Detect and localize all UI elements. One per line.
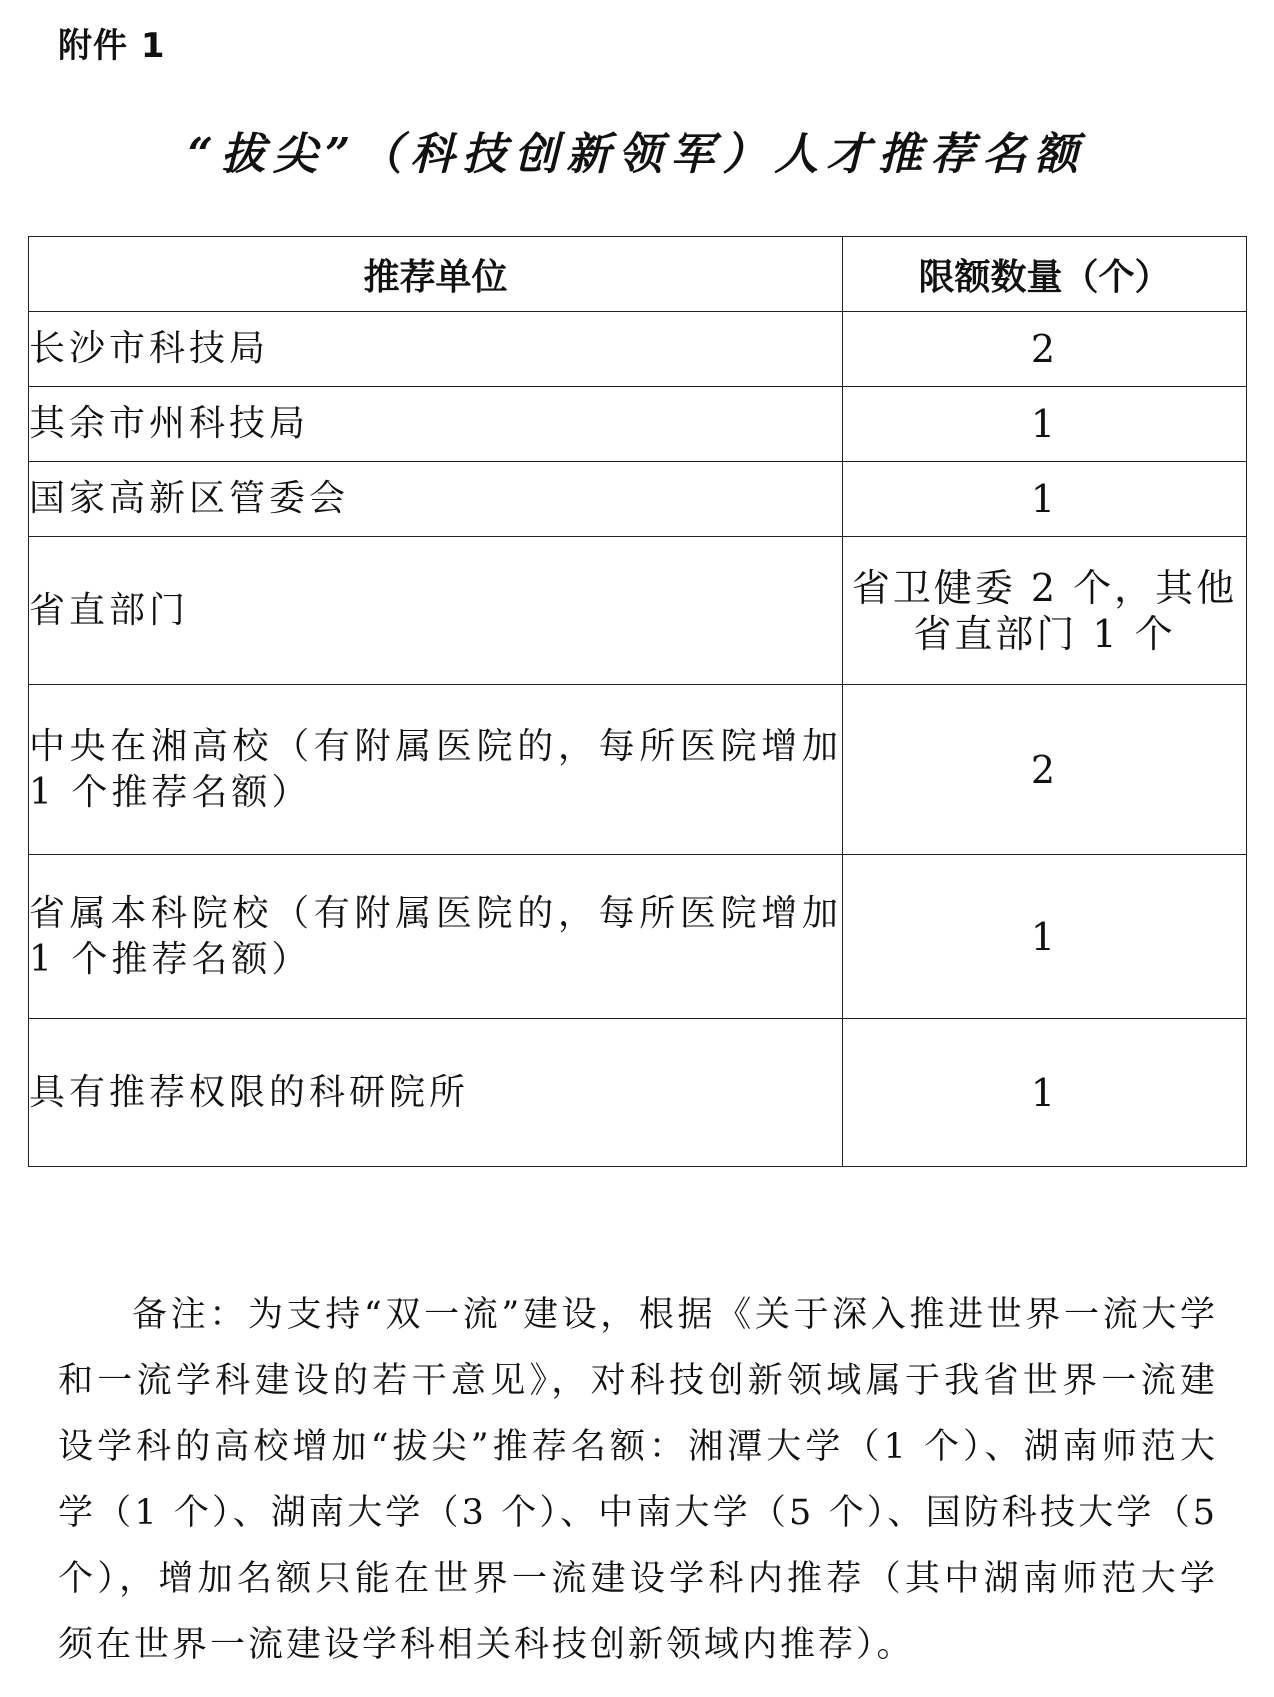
row-unit: 其余市州科技局 [29,387,843,462]
table-row [29,855,1247,1019]
row-quota: 2 [843,312,1247,387]
row-quota: 1 [843,855,1247,1019]
row-quota: 1 [843,387,1247,462]
attachment-label: 附件 1 [58,26,166,66]
row-unit: 具有推荐权限的科研院所 [29,1019,843,1167]
table-row [29,387,1247,462]
row-quota: 1 [843,1019,1247,1167]
row-unit: 省直部门 [29,537,843,685]
header-quota: 限额数量（个） [843,237,1247,312]
row-quota: 2 [843,685,1247,855]
row-unit: 长沙市科技局 [29,312,843,387]
document-title: “拔尖”（科技创新领军）人才推荐名额 [187,129,1087,180]
row-unit: 省属本科院校（有附属医院的，每所医院增加 1 个推荐名额） [29,855,843,1019]
row-quota: 1 [843,462,1247,537]
table-header-row [29,237,1247,312]
table-row [29,462,1247,537]
row-quota: 省卫健委 2 个，其他省直部门 1 个 [843,537,1247,685]
row-unit: 国家高新区管委会 [29,462,843,537]
table-row [29,685,1247,855]
header-unit: 推荐单位 [29,237,843,312]
row-unit: 中央在湘高校（有附属医院的，每所医院增加 1 个推荐名额） [29,685,843,855]
table-row [29,1019,1247,1167]
quota-table [28,236,1247,1167]
table-row [29,312,1247,387]
table-row [29,537,1247,685]
remark-note: 备注：为支持“双一流”建设，根据《关于深入推进世界一流大学和一流学科建设的若干意见》，对科技创新领域属于我省世界一流建设学科的高校增加“拔尖”推荐名额：湘潭大学（1 个）、湖南师范大学（1 个）、湖南大学（3 个）、中南大学（5 个）、国防科技大学（5 个），增加名额只能在世界一流建设学科内推荐（其中湖南师范大学须在世界一流建设学科相关科技创新领域内推荐）。 [58,1295,1218,1665]
